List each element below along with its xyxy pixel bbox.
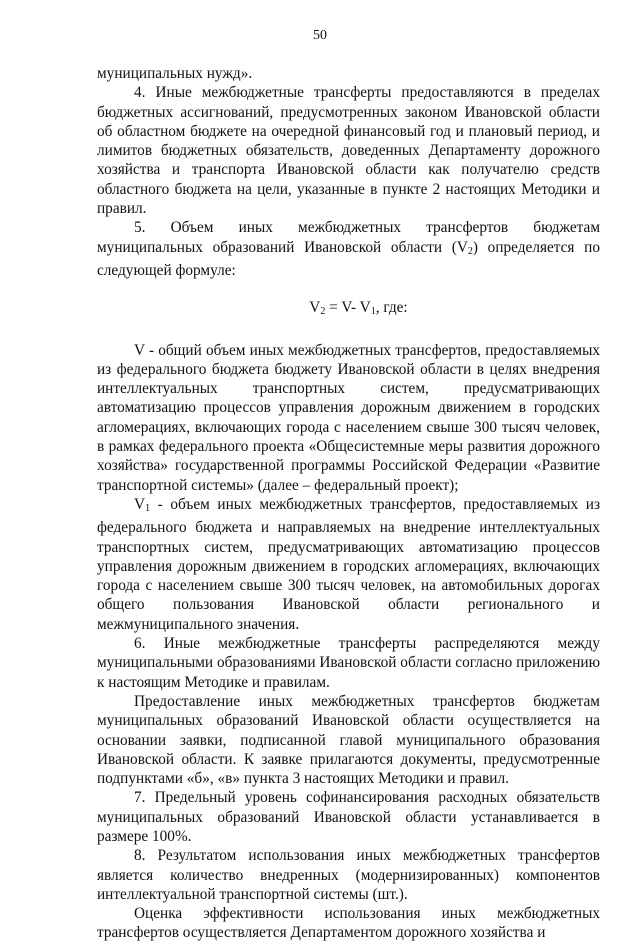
page-number: 50 <box>313 28 327 43</box>
paragraph-item-6: 6. Иные межбюджетные трансферты распределяются между муниципальными образованиями Ивановской области согласно приложению к настоящим Методике и правилам. <box>97 635 600 691</box>
paragraph-evaluation: Оценка эффективности использования иных межбюджетных трансфертов осуществляется Департаментом дорожного хозяйства и <box>97 905 600 942</box>
paragraph-text: - объем иных межбюджетных трансфертов, предоставляемых из федерального бюджета и направляемых на внедрение интеллектуальных транспортных систем, предусматривающих автоматизацию процессов управления дорожным движением в городских агломерациях, включающих города с населением свыше 300 тысяч человек, на автомобильных дорогах общего пользования Ивановской области регионального и межмуниципального значения. <box>97 495 600 633</box>
paragraph-application: Предоставление иных межбюджетных трансфертов бюджетам муниципальных образований Ивановской области осуществляется на основании заявки, подписанной главой муниципального образования Ивановской области. К заявке прилагаются документы, предусмотренные подпунктами «б», «в» пункта 3 настоящих Методики и правил. <box>97 692 600 788</box>
paragraph-item-8: 8. Результатом использования иных межбюджетных трансфертов является количество внедренных (модернизированных) компонентов интеллектуальной транспортной системы (шт.). <box>97 847 600 903</box>
formula-text: = V- V <box>325 299 371 317</box>
subscript: 2 <box>320 306 326 318</box>
paragraph-item-4: 4. Иные межбюджетные трансферты предоставляются в пределах бюджетных ассигнований, предусмотренных законом Ивановской области об областном бюджете на очередной финансовый год и плановый период, и лимитов бюджетных обязательств, доведенных Департаменту дорожного хозяйства и транспорта Ивановской области как получателю средств областного бюджета на цели, указанные в пункте 2 настоящих Методики и правил. <box>97 84 600 218</box>
paragraph-text: 5. Объем иных межбюджетных трансфертов бюджетам муниципальных образований Ивановской области (V <box>97 219 600 256</box>
document-body <box>97 64 600 943</box>
paragraph-text: ) определяется по следующей формуле: <box>97 238 600 279</box>
paragraph-item-7: 7. Предельный уровень софинансирования расходных обязательств муниципальных образований Ивановской области устанавливается в размере 100%. <box>97 789 600 845</box>
paragraph-item-5 <box>97 218 600 280</box>
subscript: 1 <box>145 502 151 514</box>
paragraph-definition-v1 <box>97 495 600 634</box>
paragraph-continuation: муниципальных нужд». <box>97 65 253 82</box>
formula-variable: V <box>309 299 321 317</box>
paragraph-definition-v: V - общий объем иных межбюджетных трансфертов, предоставляемых из федерального бюджета бюджету Ивановской области в целях внедрения интеллектуальных транспортных систем, предусматривающих автоматизацию процессов управления дорожным движением в городских агломерациях, включающих города с населением свыше 300 тысяч человек, в рамках федерального проекта «Общесистемные меры развития дорожного хозяйства» государственной программы Российской Федерации «Развитие транспортной системы» (далее – федеральный проект); <box>97 341 600 494</box>
definition-variable: V <box>134 495 146 513</box>
formula <box>97 298 600 321</box>
formula-text: , где: <box>375 299 408 317</box>
subscript: 2 <box>467 245 473 257</box>
subscript: 1 <box>370 306 376 318</box>
